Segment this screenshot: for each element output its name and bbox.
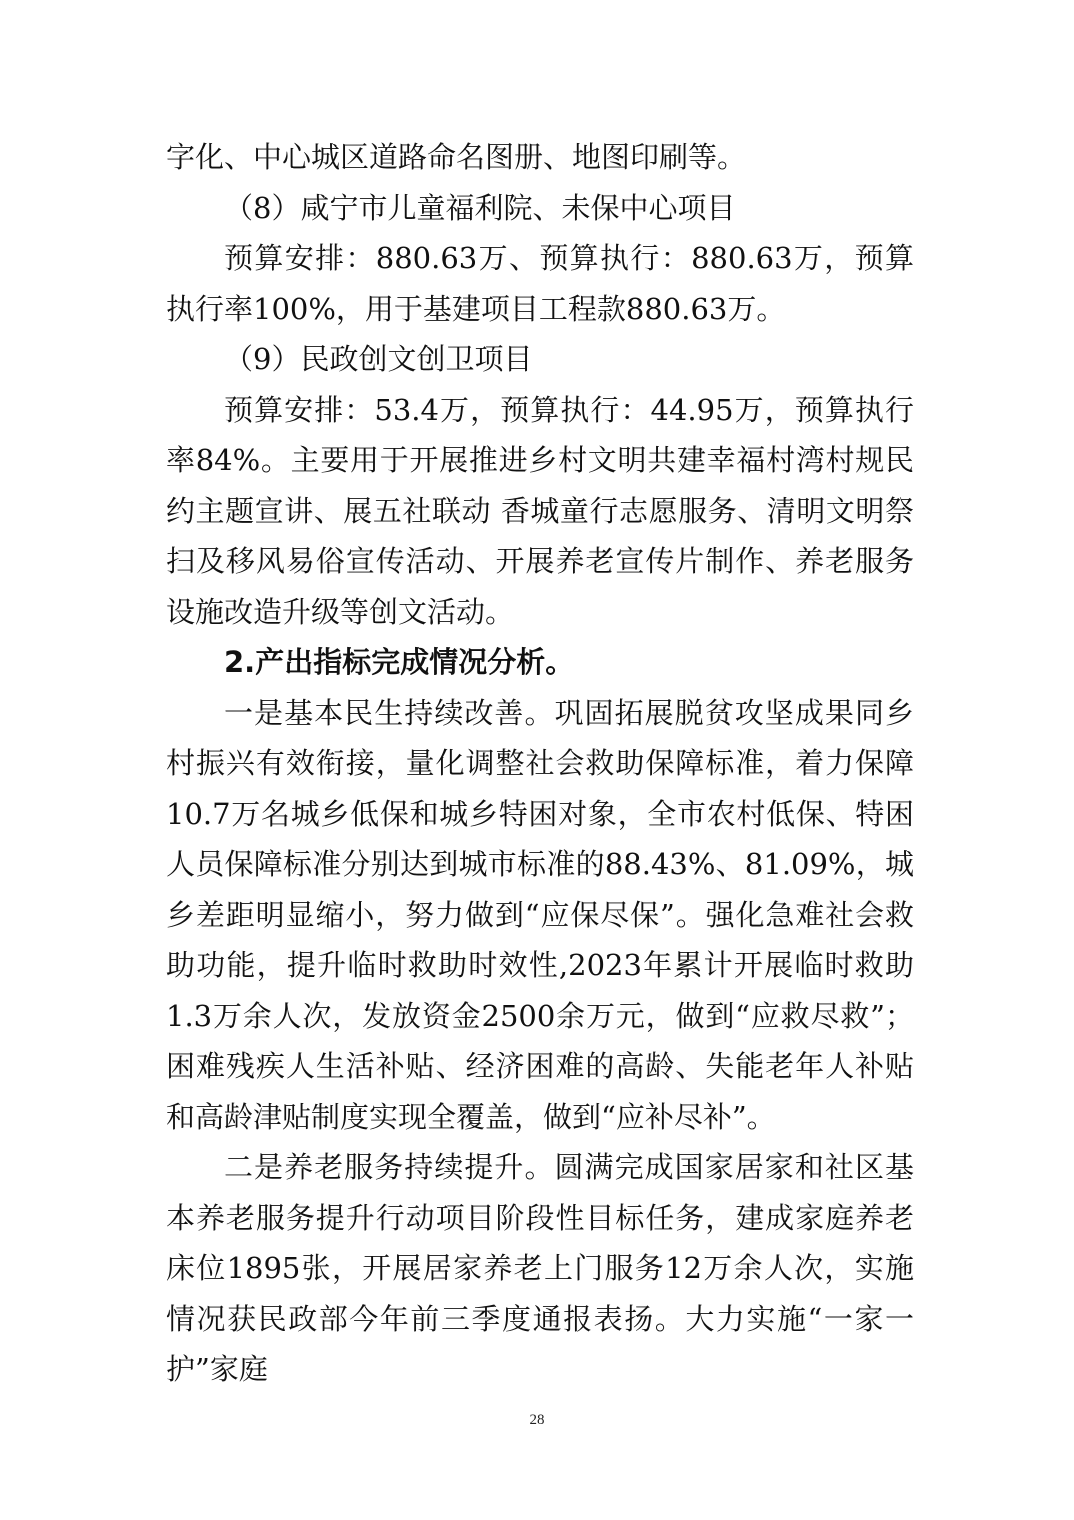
project-budget-8: 预算安排：880.63万、预算执行：880.63万，预算执行率100%，用于基建项目工程款880.63万。 bbox=[166, 241, 914, 326]
paragraph-basic-livelihood: 一是基本民生持续改善。巩固拓展脱贫攻坚成果同乡村振兴有效衔接，量化调整社会救助保障标准，着力保障10.7万名城乡低保和城乡特困对象，全市农村低保、特困人员保障标准分别达到城市标准的88.43%、81.09%，城乡差距明显缩小，努力做到“应保尽保”。强化急难社会救助功能，提升临时救助时效性,2023年累计开展临时救助1.3万余人次，发放资金2500余万元，做到“应救尽救”；困难残疾人生活补贴、经济困难的高龄、失能老年人补贴和高龄津贴制度实现全覆盖，做到“应补尽补”。 bbox=[166, 695, 914, 1134]
section-heading: 2.产出指标完成情况分析。 bbox=[224, 645, 575, 679]
paragraph-continuation: 字化、中心城区道路命名图册、地图印刷等。 bbox=[166, 140, 747, 174]
paragraph-elderly-services: 二是养老服务持续提升。圆满完成国家居家和社区基本养老服务提升行动项目阶段性目标任务，建成家庭养老床位1895张，开展居家养老上门服务12万余人次，实施情况获民政部今年前三季度通报表扬。大力实施“一家一护”家庭 bbox=[166, 1150, 914, 1386]
project-title-9: （9）民政创文创卫项目 bbox=[224, 342, 533, 376]
project-title-8: （8）咸宁市儿童福利院、未保中心项目 bbox=[224, 190, 736, 225]
document-body bbox=[166, 132, 914, 1395]
project-budget-9: 预算安排：53.4万，预算执行：44.95万，预算执行率84%。主要用于开展推进乡村文明共建幸福村湾村规民约主题宣讲、展五社联动 香城童行志愿服务、清明文明祭扫及移风易俗宣传活动、开展养老宣传片制作、养老服务设施改造升级等创文活动。 bbox=[166, 392, 914, 629]
page-number: 28 bbox=[529, 1412, 545, 1428]
